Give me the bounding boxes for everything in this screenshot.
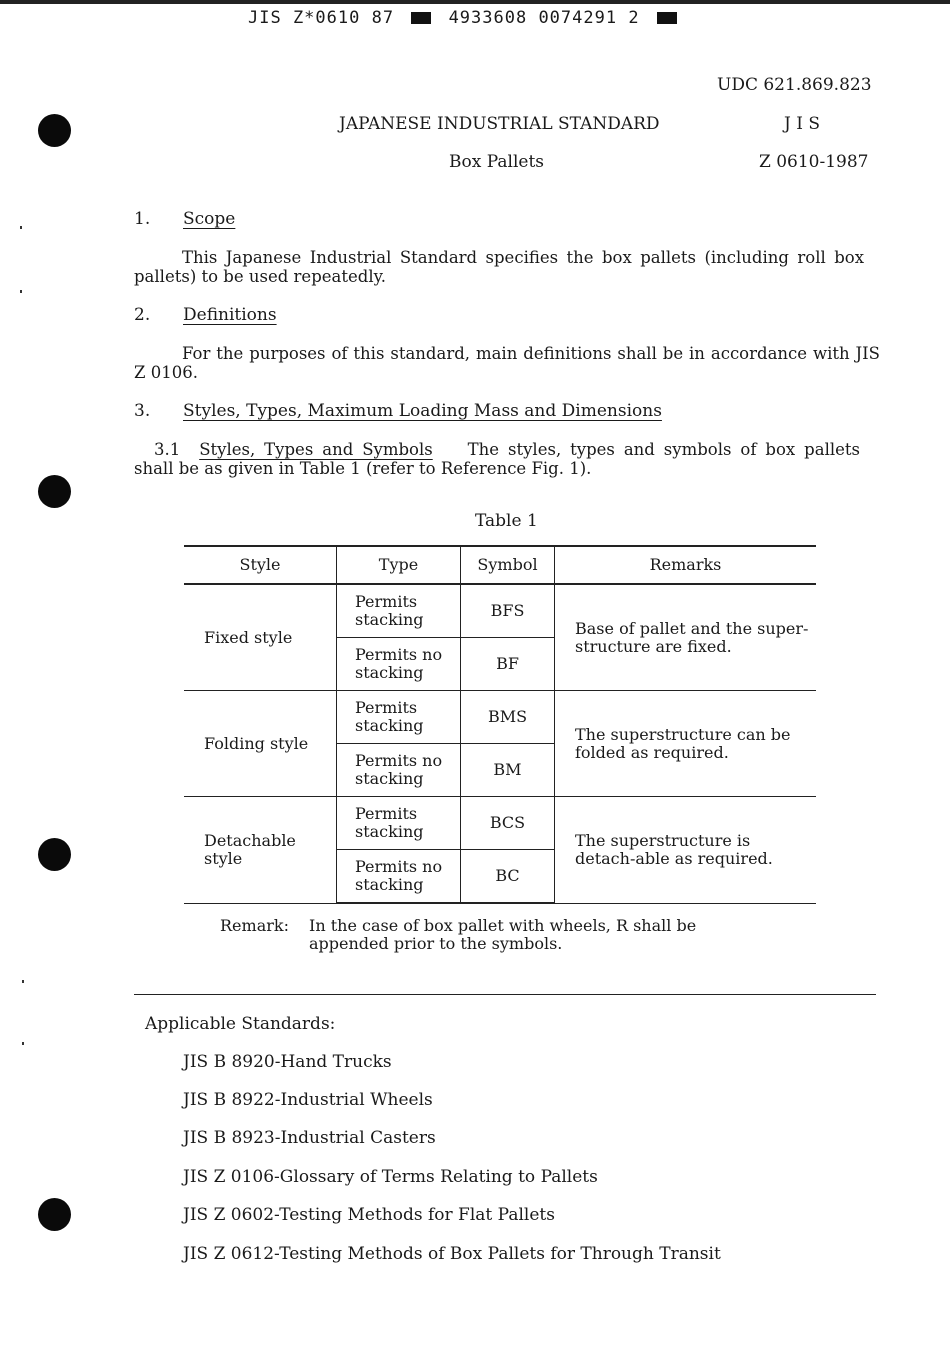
scan-header-code: [248, 8, 683, 28]
table-caption: Table 1: [475, 511, 538, 531]
remarks-cell: The superstructure can be folded as required.: [555, 691, 817, 797]
scan-speck: [20, 290, 22, 293]
table-1: [184, 545, 816, 904]
table-row: [184, 797, 816, 850]
symbol-cell: BCS: [461, 797, 555, 850]
type-cell: Permits no stacking: [337, 638, 461, 691]
column-header: Remarks: [555, 546, 817, 584]
applicable-standard-item: JIS B 8920-Hand Trucks: [183, 1052, 392, 1072]
section-1-title: Scope: [183, 209, 236, 229]
section-2-number: 2.: [134, 305, 151, 325]
column-header: Style: [184, 546, 337, 584]
column-header: Symbol: [461, 546, 555, 584]
standard-number: Z 0610-1987: [759, 152, 869, 172]
symbol-cell: BF: [461, 638, 555, 691]
page-title: Box Pallets: [449, 152, 545, 172]
section-3-title: Styles, Types, Maximum Loading Mass and Dimensions: [183, 401, 662, 421]
applicable-standard-item: JIS Z 0602-Testing Methods for Flat Pallets: [183, 1205, 555, 1225]
section-1-body: This Japanese Industrial Standard specifies the box pallets (including roll box pallets) to be used repeatedly.: [134, 248, 864, 286]
symbol-cell: BFS: [461, 584, 555, 638]
punch-hole-icon: [38, 114, 71, 147]
table-remark-label: Remark:: [220, 916, 289, 935]
type-cell: Permits stacking: [337, 584, 461, 638]
scan-top-border: [0, 0, 950, 4]
punch-hole-icon: [38, 475, 71, 508]
scan-block-mark: [411, 12, 431, 24]
style-cell: Fixed style: [184, 584, 337, 691]
scan-speck: [22, 980, 24, 983]
section-3-1-body: [134, 440, 860, 478]
style-cell: Detachable style: [184, 797, 337, 904]
scan-code-left: JIS Z*0610 87: [248, 8, 395, 28]
punch-hole-icon: [38, 838, 71, 871]
remarks-cell: The superstructure is detach-able as required.: [555, 797, 817, 904]
applicable-standard-item: JIS Z 0106-Glossary of Terms Relating to Pallets: [183, 1167, 598, 1187]
table-remark-line-2: appended prior to the symbols.: [309, 934, 563, 953]
standard-organization: JAPANESE INDUSTRIAL STANDARD: [339, 114, 660, 134]
section-2-title: Definitions: [183, 305, 277, 325]
subsection-text: The styles, types and symbols of box pallets shall be as given in Table 1 (refer to Reference Fig. 1).: [134, 440, 860, 478]
symbol-cell: BC: [461, 850, 555, 904]
scan-speck: [20, 226, 22, 229]
scan-speck: [22, 1042, 24, 1045]
type-cell: Permits no stacking: [337, 850, 461, 904]
subsection-number: 3.1: [154, 440, 181, 459]
type-cell: Permits stacking: [337, 691, 461, 744]
jis-mark: J I S: [784, 114, 820, 134]
applicable-standards-heading: Applicable Standards:: [145, 1014, 336, 1034]
type-cell: Permits no stacking: [337, 744, 461, 797]
style-cell: Folding style: [184, 691, 337, 797]
footnote-divider: [134, 994, 876, 995]
subsection-title: Styles, Types and Symbols: [199, 440, 433, 459]
applicable-standard-item: JIS B 8922-Industrial Wheels: [183, 1090, 433, 1110]
scan-block-mark: [657, 12, 677, 24]
remarks-cell: Base of pallet and the super-structure are fixed.: [555, 584, 817, 691]
applicable-standard-item: JIS B 8923-Industrial Casters: [183, 1128, 436, 1148]
table-header-row: [184, 546, 816, 584]
column-header: Type: [337, 546, 461, 584]
punch-hole-icon: [38, 1198, 71, 1231]
table-remark-line-1: In the case of box pallet with wheels, R shall be: [309, 916, 697, 935]
section-3-number: 3.: [134, 401, 151, 421]
type-cell: Permits stacking: [337, 797, 461, 850]
scan-code-right: 4933608 0074291 2: [448, 8, 640, 28]
table-row: [184, 691, 816, 744]
symbol-cell: BM: [461, 744, 555, 797]
udc-code: UDC 621.869.823: [717, 75, 872, 95]
section-1-number: 1.: [134, 209, 151, 229]
applicable-standard-item: JIS Z 0612-Testing Methods of Box Pallets for Through Transit: [183, 1244, 721, 1264]
section-2-body: For the purposes of this standard, main definitions shall be in accordance with JIS Z 0106.: [134, 344, 880, 382]
table-row: [184, 584, 816, 638]
symbol-cell: BMS: [461, 691, 555, 744]
